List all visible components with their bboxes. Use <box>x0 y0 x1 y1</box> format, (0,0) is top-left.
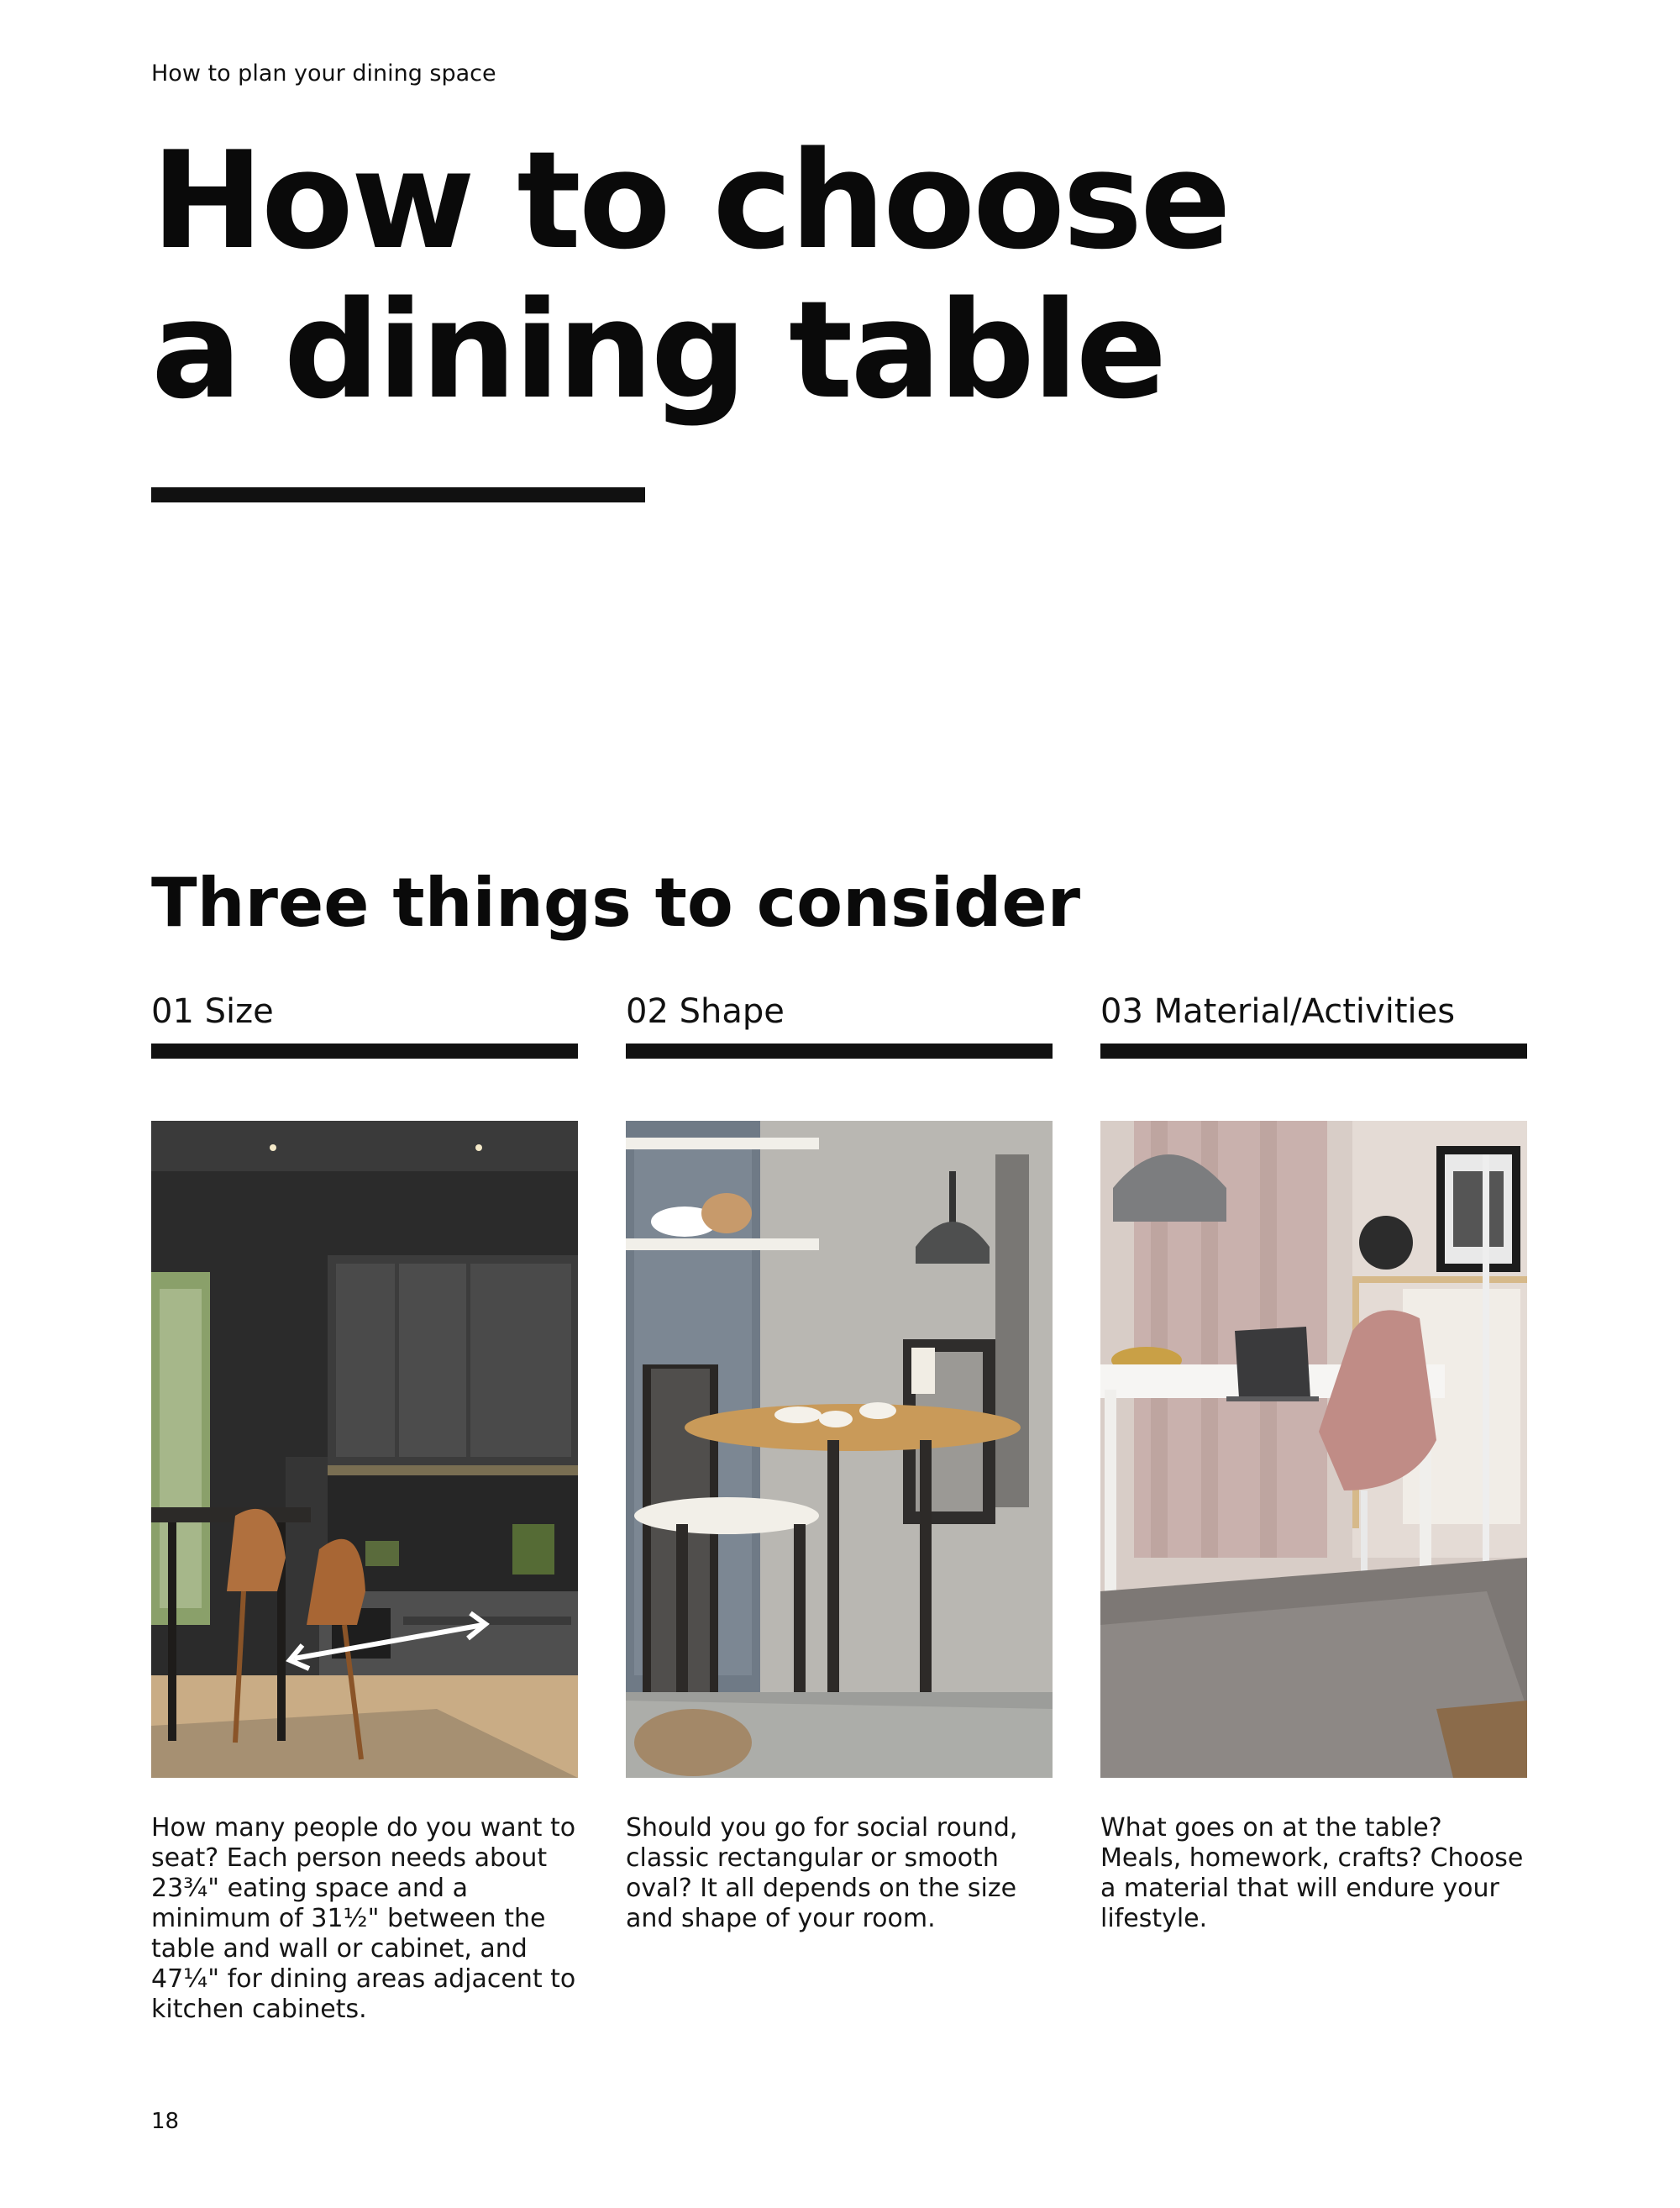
column-material-activities <box>1100 991 1527 1934</box>
desk-workspace-photo <box>1100 1121 1527 1778</box>
page-title <box>151 122 1229 428</box>
column-label: 01 Size <box>151 992 274 1031</box>
column-description: Should you go for social round, classic rectangular or smooth oval? It all depends on the size and shape of your room. <box>626 1813 1018 1933</box>
column-divider <box>626 1044 1053 1059</box>
column-divider <box>151 1044 578 1059</box>
column-label: 02 Shape <box>626 992 785 1031</box>
column-divider <box>1100 1044 1527 1059</box>
page-number: 18 <box>151 2109 180 2134</box>
column-description: How many people do you want to seat? Each person needs about 23¾" eating space and a minimum of 31½" between the table and wall or cabinet, and 47¼" for dining areas adjacent to kitchen cabinets. <box>151 1813 576 2024</box>
page-title-line-2: a dining table <box>151 271 1165 428</box>
kitchen-dining-photo <box>151 1121 578 1778</box>
page-title-line-1: How to choose <box>151 122 1229 279</box>
column-description: What goes on at the table? Meals, homework, crafts? Choose a material that will endure your lifestyle. <box>1100 1813 1524 1933</box>
title-divider <box>151 487 645 502</box>
breadcrumb: How to plan your dining space <box>151 60 496 87</box>
column-size <box>151 991 578 2025</box>
column-shape <box>626 991 1053 1934</box>
section-heading: Three things to consider <box>151 864 1081 942</box>
column-label: 03 Material/Activities <box>1100 992 1456 1031</box>
round-table-photo <box>626 1121 1053 1778</box>
